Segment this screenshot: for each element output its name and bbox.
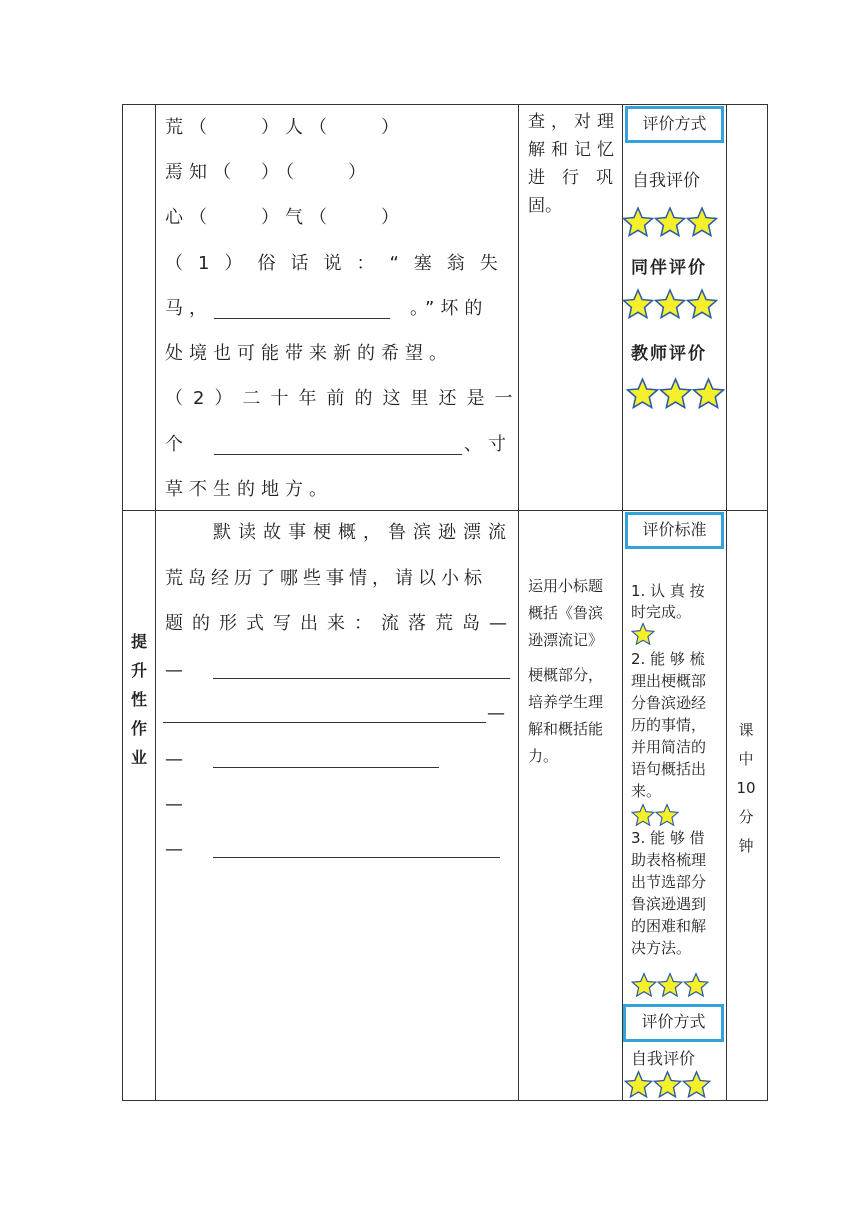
table-line-middle <box>122 510 768 511</box>
star-icon <box>692 377 725 410</box>
category-char: 提 <box>130 632 147 651</box>
row2-line1: 默读故事梗概，鲁滨逊漂流 <box>213 522 513 543</box>
star-icon <box>631 803 655 827</box>
row1-q2-line1: （2）二十年前的这里还是一 <box>165 388 523 409</box>
table-line-v5 <box>726 104 727 1101</box>
table-line-v6 <box>767 104 768 1101</box>
evaluation-method-label: 评价方式 <box>625 106 724 143</box>
table-line-v3 <box>518 104 519 1101</box>
row1-line3: 心（ ）气（ ） <box>165 207 405 228</box>
star-icon <box>653 1070 682 1099</box>
dash: — <box>165 794 183 815</box>
peer-eval-stars <box>622 288 718 320</box>
row2-purpose-line: 解和概括能 <box>528 720 604 738</box>
criterion-2-line: 分鲁滨逊经 <box>631 694 707 712</box>
criterion-1-line: 1. 认 真 按 <box>631 582 705 600</box>
dash: — <box>487 703 505 724</box>
dash: — <box>165 839 183 860</box>
row2-line2: 荒岛经历了哪些事情，请以小标 <box>165 568 487 589</box>
criterion-1-line: 时完成。 <box>631 603 692 621</box>
row2-purpose-line: 逊漂流记》 <box>528 631 604 649</box>
answer-blank-3[interactable] <box>213 767 439 768</box>
category-char: 作 <box>130 719 147 738</box>
star-icon <box>657 972 683 998</box>
star-icon <box>624 1070 653 1099</box>
time-char: 分 <box>738 808 754 826</box>
criterion-1-stars <box>631 622 655 646</box>
teacher-eval-stars <box>626 377 725 410</box>
peer-eval-label: 同伴评价 <box>631 258 707 278</box>
criterion-2-line: 理出梗概部 <box>631 672 707 690</box>
answer-blank-4[interactable] <box>213 857 500 858</box>
table-line-bottom <box>122 1100 768 1101</box>
row2-purpose-line: 概括《鲁滨 <box>528 604 604 622</box>
row1-q1-blank[interactable] <box>214 318 390 319</box>
row1-purpose-line2: 解和记忆 <box>528 140 620 160</box>
star-icon <box>683 972 709 998</box>
table-line-v1 <box>122 104 123 1101</box>
criterion-3-line: 鲁滨逊遇到 <box>631 895 707 913</box>
self-eval-label: 自我评价 <box>632 171 700 191</box>
row1-line1: 荒（ ）人（ ） <box>165 117 405 138</box>
criterion-2-line: 2. 能 够 梳 <box>631 650 705 668</box>
row1-q2-suffix: 、寸 <box>464 434 512 455</box>
star-icon <box>622 288 654 320</box>
answer-blank-2[interactable] <box>163 722 486 723</box>
criterion-2-line: 历的事情， <box>631 716 707 734</box>
criterion-2-line: 来。 <box>631 782 662 800</box>
row1-q1-suffix: 。”坏的 <box>410 298 489 319</box>
row2-line3: 题的形式写出来：流落荒岛— <box>165 613 516 634</box>
row1-q1-line1: （1）俗话说：“塞翁失 <box>165 253 513 274</box>
row2-purpose-line: 梗概部分， <box>528 666 604 684</box>
row1-purpose-line4: 固。 <box>528 196 562 216</box>
time-char: 课 <box>738 721 754 739</box>
self-eval-stars <box>622 206 718 238</box>
table-line-v2 <box>155 104 156 1101</box>
category-char: 业 <box>130 748 147 767</box>
star-icon <box>631 622 655 646</box>
row1-q2-line3: 草不生的地方。 <box>165 479 333 500</box>
star-icon <box>655 803 679 827</box>
star-icon <box>686 288 718 320</box>
evaluation-method-label-2: 评价方式 <box>623 1004 724 1042</box>
criterion-2-line: 并用简洁的 <box>631 738 707 756</box>
row1-q1-prefix: 马， <box>165 298 213 319</box>
table-line-v4 <box>622 104 623 1101</box>
star-icon <box>659 377 692 410</box>
row2-purpose-line: 培养学生理 <box>528 693 604 711</box>
star-icon <box>622 206 654 238</box>
criterion-3-line: 3. 能 够 借 <box>631 829 705 847</box>
star-icon <box>626 377 659 410</box>
row1-q2-blank[interactable] <box>214 454 462 455</box>
criterion-2-line: 语句概括出 <box>631 760 707 778</box>
criterion-3-line: 出节选部分 <box>631 873 707 891</box>
row2-purpose-line: 力。 <box>528 747 559 765</box>
row1-purpose-line3: 进 行 巩 <box>528 168 613 188</box>
criterion-3-line: 助表格梳理 <box>631 851 707 869</box>
star-icon <box>654 206 686 238</box>
star-icon <box>686 206 718 238</box>
row1-q2-prefix: 个 <box>165 434 183 455</box>
self-eval-label-2: 自我评价 <box>631 1049 696 1068</box>
time-char: 钟 <box>738 837 754 855</box>
criterion-3-stars <box>631 972 709 998</box>
dash: — <box>165 660 183 681</box>
criterion-3-line: 决方法。 <box>631 939 692 957</box>
evaluation-standard-label: 评价标准 <box>625 512 724 549</box>
row2-purpose-line: 运用小标题 <box>528 577 604 595</box>
star-icon <box>654 288 686 320</box>
row1-line2: 焉知（ ）（ ） <box>165 162 372 183</box>
dash: — <box>165 749 183 770</box>
time-char: 中 <box>738 750 754 768</box>
row1-q1-line3: 处境也可能带来新的希望。 <box>165 343 453 364</box>
star-icon <box>682 1070 711 1099</box>
time-char: 10 <box>736 779 756 797</box>
table-line-top <box>122 104 768 105</box>
criterion-3-line: 的困难和解 <box>631 917 707 935</box>
criterion-2-stars <box>631 803 679 827</box>
category-char: 升 <box>130 661 147 680</box>
teacher-eval-label: 教师评价 <box>631 344 707 364</box>
self-eval-stars-2 <box>624 1070 711 1099</box>
row1-purpose-line1: 查，对理 <box>528 112 620 132</box>
star-icon <box>631 972 657 998</box>
category-char: 性 <box>130 690 147 709</box>
answer-blank-1[interactable] <box>213 678 510 679</box>
